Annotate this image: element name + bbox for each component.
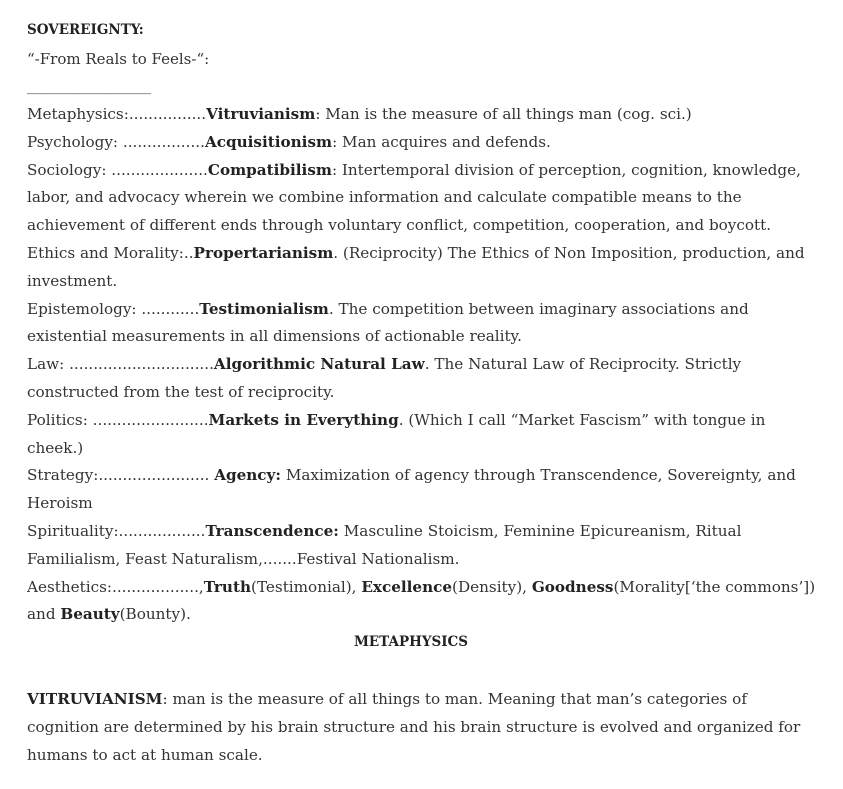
definition-label: Sociology: .................... xyxy=(27,160,208,179)
term-excellence: Excellence xyxy=(361,577,453,596)
paragraph-term: VITRUVIANISM xyxy=(27,690,163,708)
definition-text: . (Reciprocity) The Ethics of Non Imposition, production, and investment. xyxy=(27,243,805,290)
definition-text: : Intertemporal division of perception, cognition, knowledge, labor, and advocacy wherein we combine information and calculate compatible means to the achievement of different ends through voluntary conflict, competition, cooperation, and boycott. xyxy=(27,160,801,235)
definition-aesthetics xyxy=(27,574,817,630)
definition-law xyxy=(27,351,817,407)
page-title: SOVEREIGNTY: xyxy=(27,22,144,38)
definition-label: Aesthetics:.................., xyxy=(27,577,204,596)
definition-label: Politics: ........................ xyxy=(27,410,209,429)
definitions-list xyxy=(27,101,817,629)
definition-term: Algorithmic Natural Law xyxy=(213,355,425,374)
definition-term: Acquisitionism xyxy=(204,132,333,151)
definition-label: Spirituality:.................. xyxy=(27,521,206,540)
definition-metaphysics xyxy=(27,101,817,129)
definition-text: (Testimonial), xyxy=(251,577,362,596)
definition-text: (Density), xyxy=(452,577,532,596)
definition-text: . The Natural Law of Reciprocity. Strictly constructed from the test of reciprocity. xyxy=(27,355,742,401)
definition-term: Markets in Everything xyxy=(208,410,399,429)
definition-text: Maximization of agency through Transcendence, Sovereignty, and Heroism xyxy=(27,466,796,513)
definition-epistemology xyxy=(27,296,817,352)
paragraph-text: : man is the measure of all things to man. Meaning that man’s categories of cognition are determined by his brain structure and his brain structure is evolved and organized for humans to act at human scale. xyxy=(27,690,801,764)
definition-term: Testimonialism xyxy=(199,299,329,318)
definition-text: (Bounty). xyxy=(119,605,191,624)
definition-text: : Man acquires and defends. xyxy=(332,132,551,151)
term-truth: Truth xyxy=(203,577,252,596)
definition-text: . The competition between imaginary associations and existential measurements in all dimensions of actionable reality. xyxy=(27,299,749,346)
definition-term: Vitruvianism xyxy=(206,105,316,123)
definition-sociology xyxy=(27,157,817,240)
definition-text: . (Which I call “Market Fascism” with tongue in cheek.) xyxy=(27,410,766,457)
definition-term: Transcendence: xyxy=(205,521,339,540)
definition-psychology xyxy=(27,129,817,157)
definition-politics xyxy=(27,407,817,463)
definition-spirituality xyxy=(27,518,817,574)
definition-strategy xyxy=(27,462,817,518)
definition-label: Ethics and Morality:.. xyxy=(27,243,194,262)
definition-term: Propertarianism xyxy=(193,243,334,262)
definition-term: Agency: xyxy=(214,466,281,485)
definition-label: Law: .............................. xyxy=(27,355,214,374)
definition-ethics xyxy=(27,240,817,296)
term-goodness: Goodness xyxy=(531,577,614,596)
subtitle: “-From Reals to Feels-“: xyxy=(27,50,210,68)
definition-text: : Man is the measure of all things man (cog. sci.) xyxy=(315,105,692,123)
definition-label: Psychology: ................. xyxy=(27,132,205,151)
definition-label: Strategy:....................... xyxy=(27,466,215,485)
definition-text: Masculine Stoicism, Feminine Epicureanism, Ritual Familialism, Feast Naturalism,.......Festival Nationalism. xyxy=(27,521,742,568)
term-beauty: Beauty xyxy=(60,605,120,624)
definition-label: Metaphysics:................ xyxy=(27,105,207,123)
divider-line: ___________________ xyxy=(27,79,151,95)
definition-text: (Morality[‘the commons’]) and xyxy=(27,577,816,624)
definition-label: Epistemology: ............ xyxy=(27,299,200,318)
section-heading: METAPHYSICS xyxy=(353,634,469,650)
definition-term: Compatibilism xyxy=(207,160,332,179)
section-paragraph xyxy=(27,686,817,769)
closing-paragraph xyxy=(27,686,817,769)
